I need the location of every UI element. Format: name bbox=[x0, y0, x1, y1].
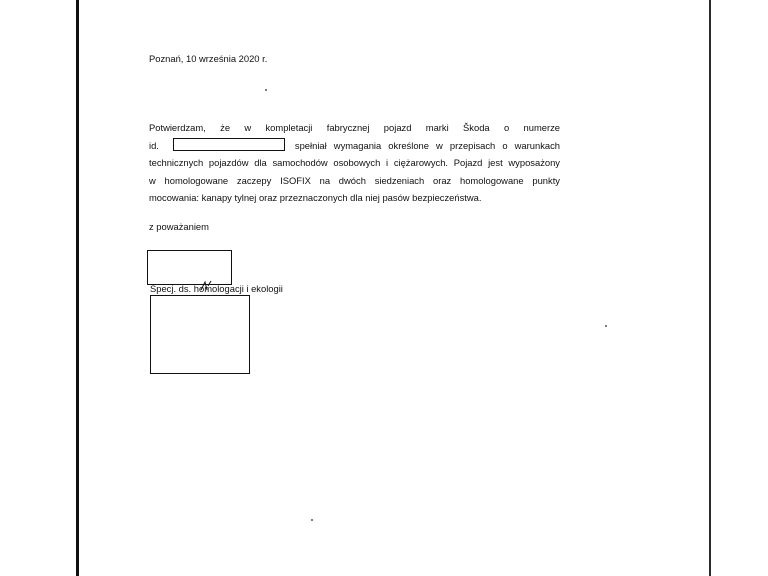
paragraph-line-2-suffix: spełniał wymagania określone w przepisach o warunkach bbox=[294, 139, 560, 151]
paragraph-line-3: technicznych pojazdów dla samochodów osobowych i ciężarowych. Pojazd jest wyposażony bbox=[149, 157, 560, 169]
paragraph-line-2 bbox=[149, 137, 560, 155]
paragraph-line-1: Potwierdzam, że w kompletacji fabrycznej pojazd marki Škoda o numerze bbox=[149, 122, 560, 133]
scan-speck bbox=[605, 325, 607, 327]
paragraph-line-4: w homologowane zaczepy ISOFIX na dwóch siedzeniach oraz homologowane punkty bbox=[149, 174, 560, 186]
scan-speck bbox=[311, 519, 313, 521]
redacted-vehicle-id bbox=[173, 138, 285, 151]
paragraph-line-5: mocowania: kanapy tylnej oraz przeznaczonych dla niej pasów bezpieczeństwa. bbox=[149, 192, 482, 204]
redacted-stamp bbox=[150, 295, 250, 374]
page-right-edge bbox=[709, 0, 711, 576]
closing-greeting: z poważaniem bbox=[149, 221, 209, 232]
place-and-date: Poznań, 10 września 2020 r. bbox=[149, 53, 268, 64]
redacted-signature bbox=[147, 250, 232, 285]
signature-caption: Specj. ds. homologacji i ekologii bbox=[150, 283, 283, 294]
confirmation-paragraph bbox=[149, 119, 560, 207]
page-left-edge bbox=[76, 0, 79, 576]
scan-speck bbox=[265, 89, 267, 91]
signature-stroke bbox=[199, 278, 213, 292]
id-prefix: id. bbox=[149, 139, 159, 151]
